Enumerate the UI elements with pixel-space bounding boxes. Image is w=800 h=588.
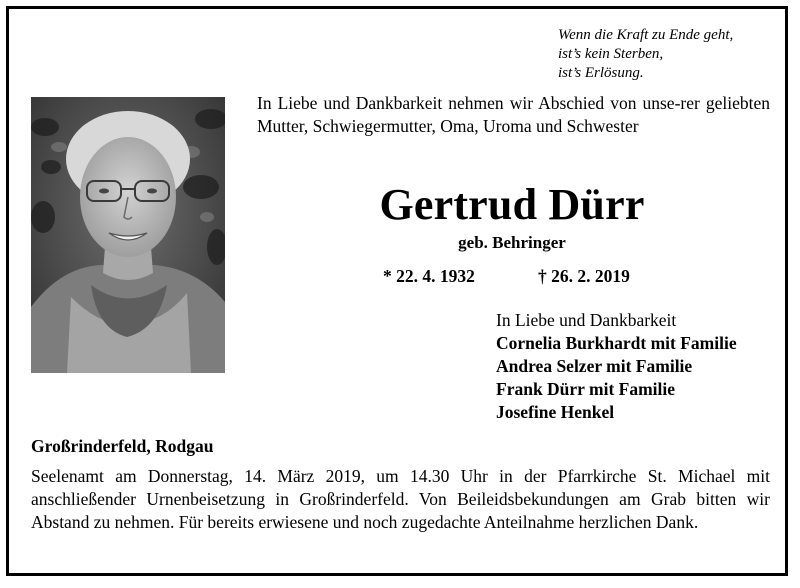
motto-line-2: ist’s kein Sterben, [558,46,664,62]
death-date: † 26. 2. 2019 [538,266,630,286]
motto-verse [558,26,770,83]
mourner-name: Andrea Selzer mit Familie [496,356,693,376]
mourner-name: Frank Dürr mit Familie [496,379,676,399]
mourners-lead: In Liebe und Dankbarkeit [496,310,677,330]
motto-line-3: ist’s Erlösung. [558,65,644,81]
intro-text: In Liebe und Dankbarkeit nehmen wir Abschied von unse-rer geliebten Mutter, Schwiegermutter, Oma, Uroma und Schwester [257,93,770,136]
portrait-photo [31,97,225,373]
service-text: Seelenamt am Donnerstag, 14. März 2019, um 14.30 Uhr in der Pfarrkirche St. Michael mit anschließender Urnenbeisetzung in Großrinderfeld. Von Beileidsbekundungen am Grab bitten wir Abstand zu nehmen. Für bereits erwiesene und noch zugedachte Anteilnahme herzlichen Dank. [31,466,770,532]
birth-date: * 22. 4. 1932 [383,266,475,286]
mourner-name: Cornelia Burkhardt mit Familie [496,333,737,353]
mourner-name: Josefine Henkel [496,402,615,422]
place-names: Großrinderfeld, Rodgau [31,436,214,456]
mourners-block [496,309,737,424]
maiden-name: geb. Behringer [458,233,566,252]
motto-line-1: Wenn die Kraft zu Ende geht, [558,27,734,43]
deceased-name: Gertrud Dürr [379,180,645,229]
